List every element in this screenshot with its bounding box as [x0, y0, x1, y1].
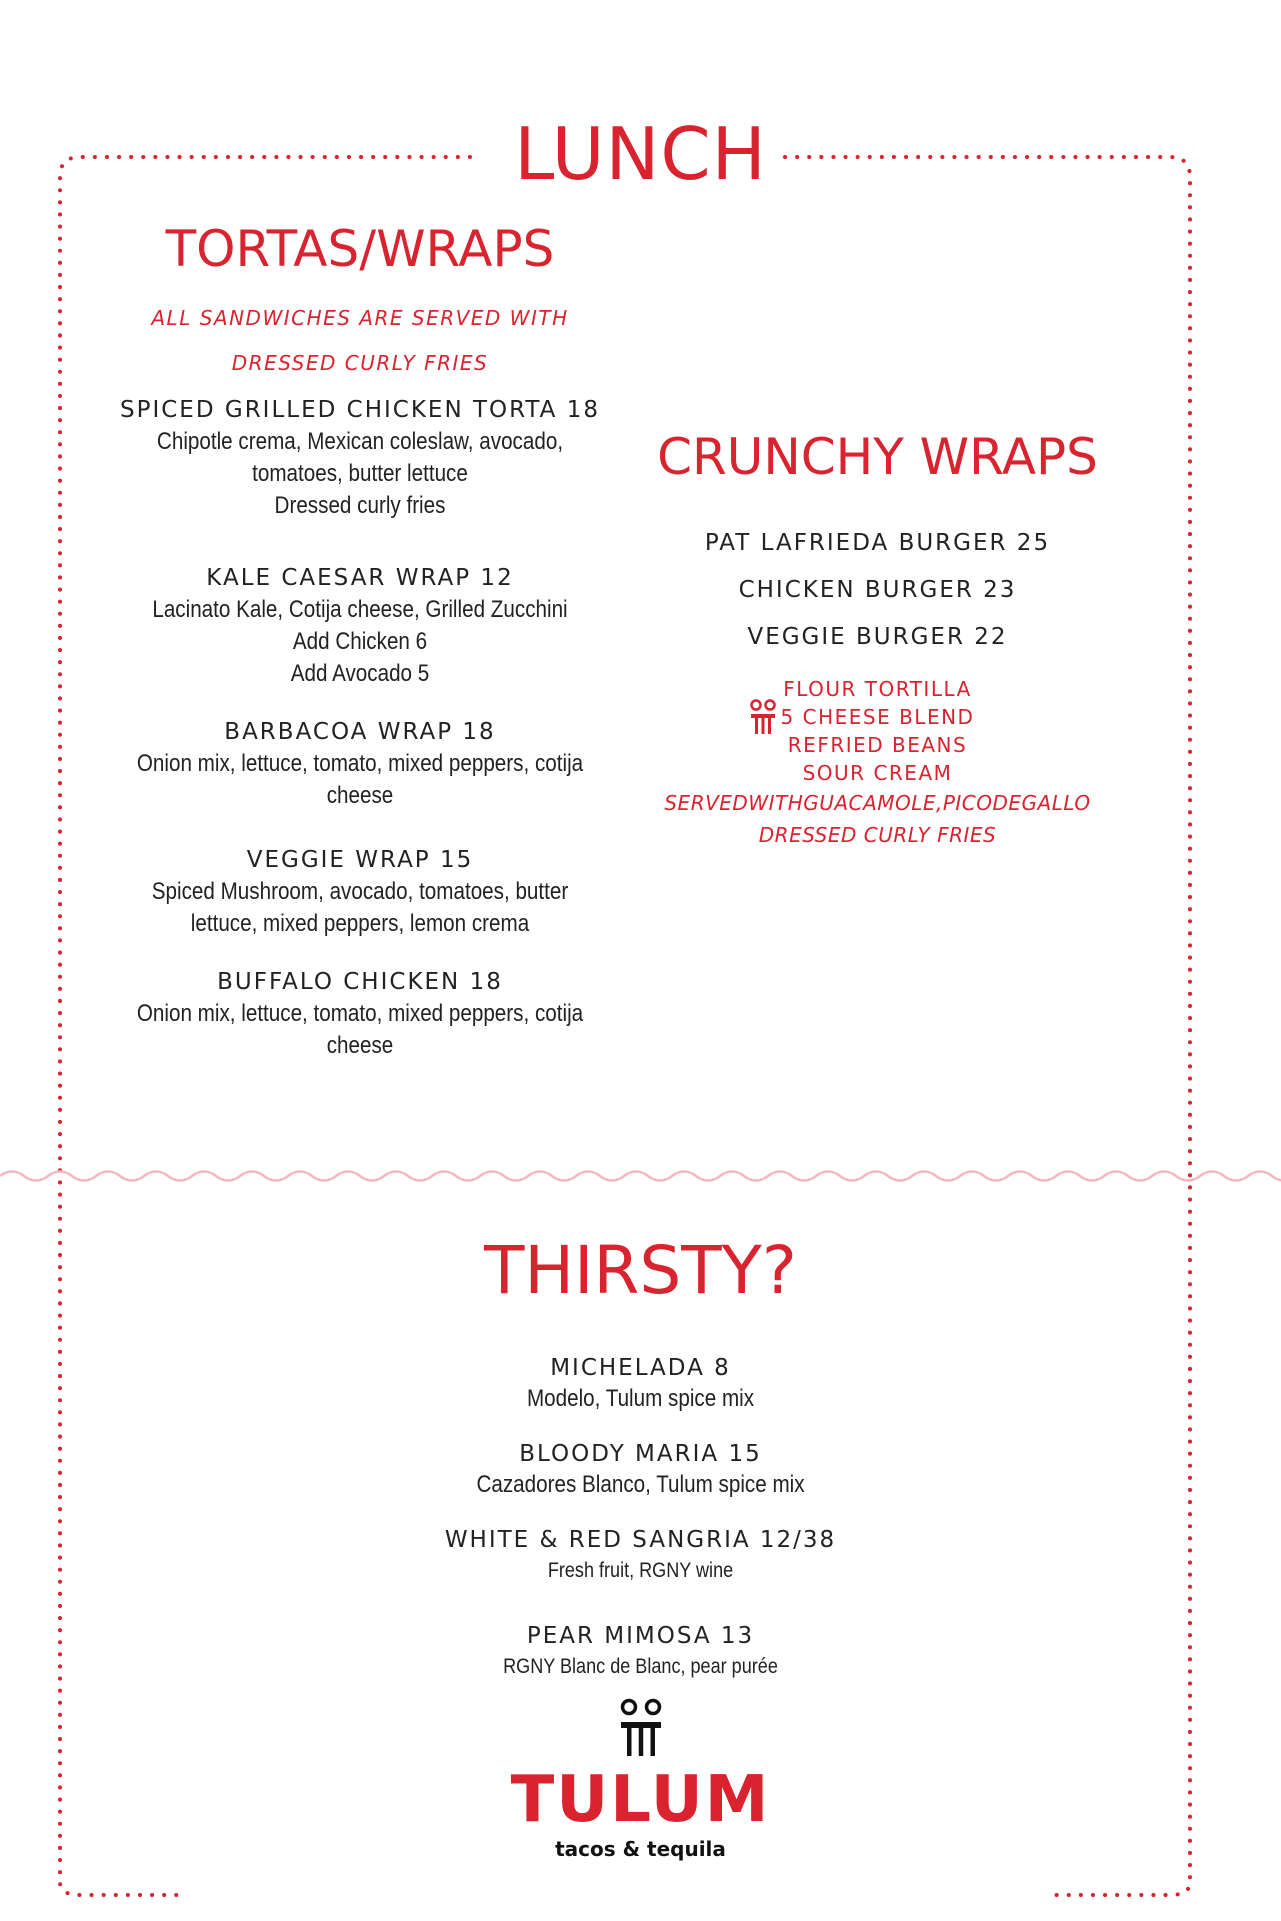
menu-item [100, 394, 620, 522]
menu-item-desc: Dressed curly fries [274, 492, 446, 519]
drink-item [0, 1352, 1281, 1414]
tortas-column [100, 296, 620, 1088]
menu-item [100, 562, 620, 690]
menu-item-desc: cheese [326, 782, 394, 809]
tortas-note-line: ALL SANDWICHES ARE SERVED WITH [151, 306, 569, 330]
menu-item-name: SPICED GRILLED CHICKEN TORTA 18 [120, 397, 600, 423]
menu-item-desc: Spiced Mushroom, avocado, tomatoes, butter [151, 878, 569, 905]
menu-item-name: BUFFALO CHICKEN 18 [217, 969, 503, 995]
drink-desc: Modelo, Tulum spice mix [526, 1385, 755, 1412]
crunchy-ingredient: SOUR CREAM [802, 761, 953, 785]
menu-item-desc: Lacinato Kale, Cotija cheese, Grilled Zucchini [152, 596, 568, 623]
menu-item-desc: Onion mix, lettuce, tomato, mixed peppers, cotija [136, 750, 584, 777]
drink-name: WHITE & RED SANGRIA 12/38 [444, 1527, 837, 1553]
crunchy-ingredient: 5 CHEESE BLEND [780, 705, 975, 729]
menu-item-name: KALE CAESAR WRAP 12 [206, 565, 514, 591]
lunch-title: LUNCH [514, 112, 767, 196]
crunchy-item: PAT LAFRIEDA BURGER 25 [704, 530, 1051, 556]
drink-item [0, 1438, 1281, 1500]
crunchy-ingredient: FLOUR TORTILLA [783, 677, 972, 701]
drink-name: BLOODY MARIA 15 [519, 1441, 762, 1467]
crunchy-ingredients [650, 675, 1105, 851]
crunchy-ingredient: REFRIED BEANS [787, 733, 968, 757]
menu-item-desc: Add Chicken 6 [292, 628, 428, 655]
menu-item [100, 844, 620, 940]
tortas-note [100, 296, 620, 386]
drink-item [0, 1524, 1281, 1586]
crunchy-item: CHICKEN BURGER 23 [738, 577, 1017, 603]
menu-item-desc: lettuce, mixed peppers, lemon crema [190, 910, 530, 937]
menu-item-desc: Chipotle crema, Mexican coleslaw, avocado, [156, 428, 564, 455]
drink-desc: Cazadores Blanco, Tulum spice mix [476, 1471, 805, 1498]
drink-name: MICHELADA 8 [550, 1355, 731, 1381]
crunchy-served: SERVEDWITHGUACAMOLE,PICODEGALLO [664, 791, 1091, 815]
menu-item-name: VEGGIE WRAP 15 [246, 847, 474, 873]
logo-tagline: tacos & tequila [555, 1837, 726, 1861]
tulum-mascot-icon [750, 699, 776, 739]
menu-item [100, 716, 620, 812]
drinks-list [0, 1352, 1281, 1706]
tulum-logo [0, 1698, 1281, 1863]
crunchy-title: CRUNCHY WRAPS [657, 428, 1098, 486]
crunchy-served: DRESSED CURLY FRIES [758, 823, 997, 847]
drink-item [0, 1620, 1281, 1682]
wave-divider [0, 1172, 1281, 1181]
drink-desc: RGNY Blanc de Blanc, pear purée [503, 1655, 778, 1678]
menu-item-desc: Onion mix, lettuce, tomato, mixed peppers, cotija [136, 1000, 584, 1027]
menu-item-desc: cheese [326, 1032, 394, 1059]
tortas-title: TORTAS/WRAPS [165, 220, 555, 278]
logo-wordmark: TULUM [510, 1763, 771, 1837]
crunchy-column [650, 520, 1105, 851]
drink-desc: Fresh fruit, RGNY wine [547, 1559, 734, 1582]
menu-item-desc: tomatoes, butter lettuce [252, 460, 468, 487]
crunchy-item: VEGGIE BURGER 22 [747, 624, 1008, 650]
tortas-note-line: DRESSED CURLY FRIES [231, 351, 489, 375]
menu-item-desc: Add Avocado 5 [290, 660, 430, 687]
tulum-mascot-icon [619, 1698, 663, 1760]
menu-item-name: BARBACOA WRAP 18 [224, 719, 496, 745]
thirsty-title: THIRSTY? [484, 1232, 797, 1309]
drink-name: PEAR MIMOSA 13 [526, 1623, 755, 1649]
menu-item [100, 966, 620, 1062]
